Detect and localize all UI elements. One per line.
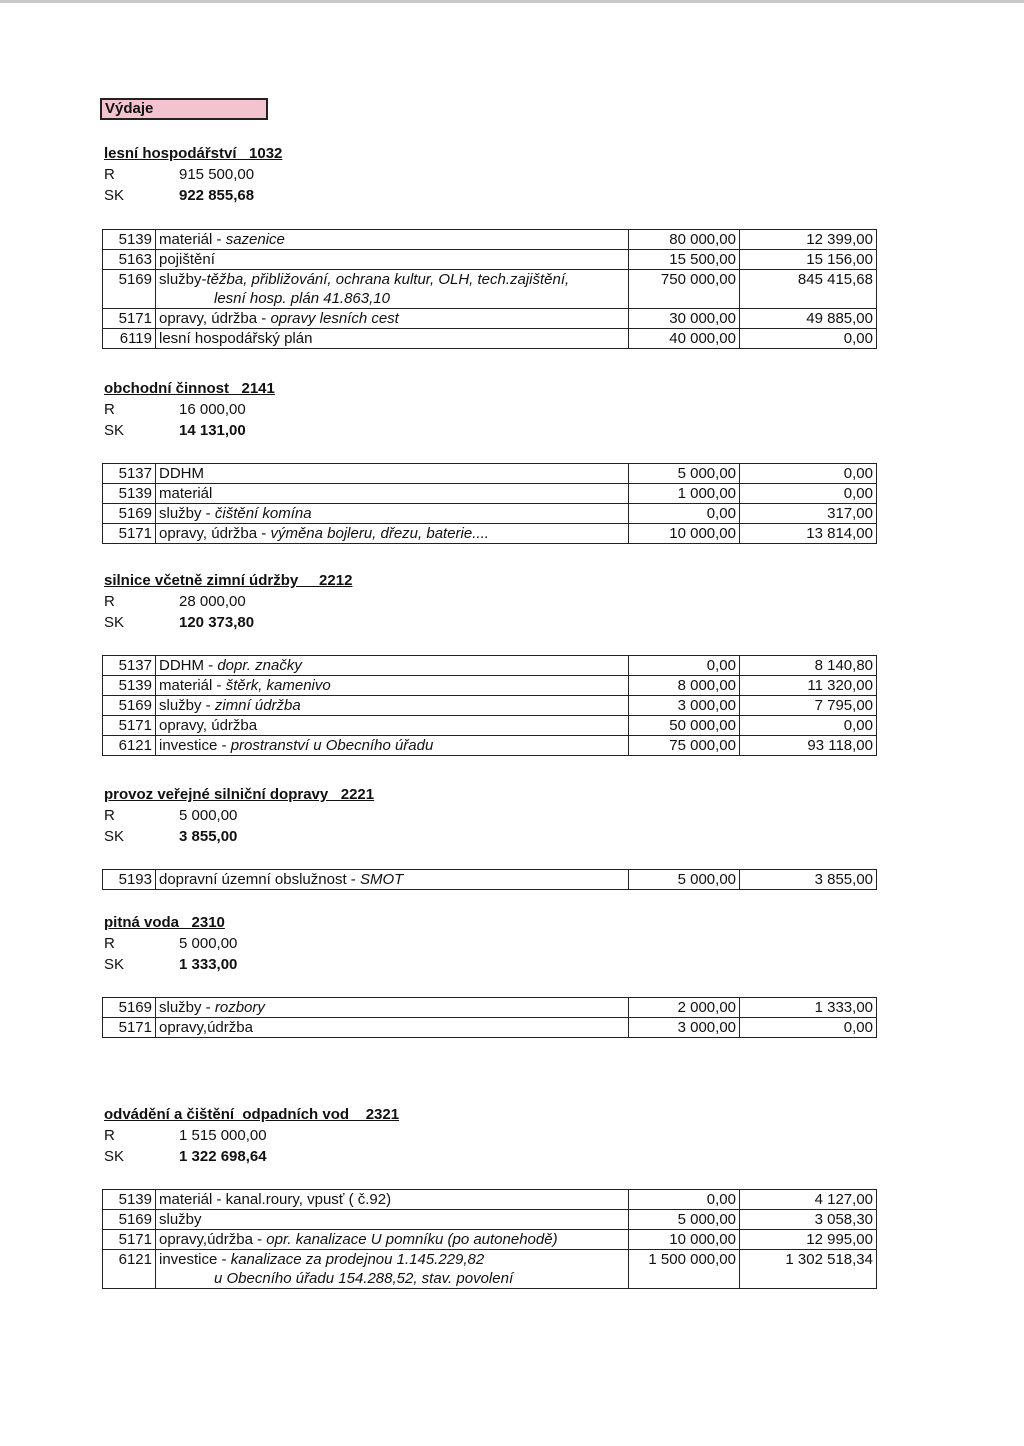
section-title: silnice včetně zimní údržby 2212 (104, 572, 353, 589)
item-description-text: opravy,údržba (159, 1019, 253, 1036)
item-description-text: pojištění (159, 251, 215, 268)
table-row (103, 1230, 877, 1250)
budget-section (104, 570, 904, 633)
item-code: 5139 (103, 1190, 156, 1210)
item-plan-amount: 8 000,00 (629, 676, 740, 696)
section-title: provoz veřejné silniční dopravy 2221 (104, 786, 375, 803)
budget-section (104, 912, 904, 975)
item-actual-amount: 93 118,00 (740, 736, 877, 756)
item-plan-amount: 750 000,00 (629, 270, 740, 309)
item-description-text: služby- (159, 271, 207, 288)
item-description (156, 716, 629, 736)
item-actual-amount: 13 814,00 (740, 524, 877, 544)
item-code: 5163 (103, 250, 156, 270)
item-description-detail: výměna bojleru, dřezu, baterie.... (270, 525, 489, 542)
plan-row (104, 933, 904, 954)
item-plan-amount: 10 000,00 (629, 524, 740, 544)
item-description-detail: sazenice (225, 231, 285, 248)
item-description (156, 1018, 629, 1038)
item-description (156, 484, 629, 504)
plan-label: R (104, 1127, 115, 1144)
plan-value: 5 000,00 (179, 935, 238, 952)
section-title: odvádění a čištění odpadních vod 2321 (104, 1106, 400, 1123)
item-actual-amount: 845 415,68 (740, 270, 877, 309)
item-plan-amount: 5 000,00 (629, 1210, 740, 1230)
item-description-text: DDHM - (159, 657, 218, 674)
actual-value: 14 131,00 (179, 422, 246, 439)
table-row (103, 484, 877, 504)
table-row (103, 270, 877, 309)
item-description-detail: prostranství u Obecního úřadu (230, 737, 434, 754)
item-plan-amount: 75 000,00 (629, 736, 740, 756)
item-actual-amount: 317,00 (740, 504, 877, 524)
table-row (103, 716, 877, 736)
item-description-text: služby (159, 1211, 202, 1228)
item-code: 5171 (103, 524, 156, 544)
items-table (102, 463, 877, 544)
item-actual-amount: 3 855,00 (740, 870, 877, 890)
item-actual-amount: 0,00 (740, 716, 877, 736)
item-description-continued: u Obecního úřadu 154.288,52, stav. povolení (214, 1270, 514, 1287)
items-table (102, 997, 877, 1038)
item-description (156, 736, 629, 756)
item-description (156, 329, 629, 349)
plan-label: R (104, 401, 115, 418)
item-plan-amount: 50 000,00 (629, 716, 740, 736)
item-description-detail: zimní údržba (214, 697, 301, 714)
item-description-text: materiál - kanal.roury, vpusť ( č.92) (159, 1191, 392, 1208)
item-description-text: materiál (159, 485, 213, 502)
scan-top-edge (0, 0, 1024, 3)
budget-section (104, 1104, 904, 1167)
table-row (103, 656, 877, 676)
actual-row (104, 826, 904, 847)
item-plan-amount: 15 500,00 (629, 250, 740, 270)
actual-label: SK (104, 828, 125, 845)
table-row (103, 870, 877, 890)
item-description (156, 504, 629, 524)
item-code: 5139 (103, 676, 156, 696)
budget-section (104, 143, 904, 206)
items-table (102, 1189, 877, 1289)
plan-label: R (104, 593, 115, 610)
item-description-text: investice - (159, 1251, 231, 1268)
item-plan-amount: 2 000,00 (629, 998, 740, 1018)
item-code: 6121 (103, 736, 156, 756)
item-description-text: materiál - (159, 231, 226, 248)
item-code: 5137 (103, 464, 156, 484)
item-actual-amount: 49 885,00 (740, 309, 877, 329)
table-row (103, 736, 877, 756)
actual-row (104, 185, 904, 206)
table-row (103, 1190, 877, 1210)
actual-label: SK (104, 187, 125, 204)
item-plan-amount: 10 000,00 (629, 1230, 740, 1250)
item-description (156, 1250, 629, 1289)
plan-label: R (104, 807, 115, 824)
budget-section (104, 784, 904, 847)
item-description-detail: SMOT (359, 871, 404, 888)
item-description-detail: těžba, přibližování, ochrana kultur, OLH, tech.zajištění, (206, 271, 570, 288)
item-plan-amount: 1 000,00 (629, 484, 740, 504)
item-actual-amount: 0,00 (740, 464, 877, 484)
item-plan-amount: 5 000,00 (629, 870, 740, 890)
item-actual-amount: 0,00 (740, 329, 877, 349)
actual-value: 922 855,68 (179, 187, 255, 204)
item-plan-amount: 1 500 000,00 (629, 1250, 740, 1289)
item-actual-amount: 1 302 518,34 (740, 1250, 877, 1289)
table-row (103, 464, 877, 484)
plan-row (104, 399, 904, 420)
item-description (156, 676, 629, 696)
item-code: 6119 (103, 329, 156, 349)
item-description-text: služby - (159, 999, 215, 1016)
item-description-text: opravy, údržba - (159, 525, 271, 542)
item-code: 5171 (103, 309, 156, 329)
items-table (102, 229, 877, 349)
actual-label: SK (104, 956, 125, 973)
item-description (156, 998, 629, 1018)
item-actual-amount: 12 399,00 (740, 230, 877, 250)
item-description-text: opravy,údržba - (159, 1231, 267, 1248)
item-description (156, 1230, 629, 1250)
item-description-text: služby - (159, 697, 215, 714)
plan-row (104, 1125, 904, 1146)
item-description (156, 524, 629, 544)
item-description (156, 870, 629, 890)
item-code: 5169 (103, 504, 156, 524)
item-description-text: opravy, údržba - (159, 310, 271, 327)
item-code: 5169 (103, 998, 156, 1018)
plan-row (104, 805, 904, 826)
plan-value: 5 000,00 (179, 807, 238, 824)
item-description-text: služby - (159, 505, 215, 522)
plan-label: R (104, 166, 115, 183)
item-description (156, 1210, 629, 1230)
items-table (102, 869, 877, 890)
plan-value: 28 000,00 (179, 593, 246, 610)
budget-section (104, 378, 904, 441)
table-row (103, 696, 877, 716)
actual-label: SK (104, 1148, 125, 1165)
actual-value: 120 373,80 (179, 614, 255, 631)
plan-value: 16 000,00 (179, 401, 246, 418)
item-code: 5171 (103, 1018, 156, 1038)
item-plan-amount: 0,00 (629, 656, 740, 676)
table-row (103, 329, 877, 349)
item-description-detail: kanalizace za prodejnou 1.145.229,82 (230, 1251, 485, 1268)
item-description-text: dopravní územní obslužnost - (159, 871, 360, 888)
item-code: 5139 (103, 484, 156, 504)
item-actual-amount: 0,00 (740, 484, 877, 504)
item-code: 5169 (103, 696, 156, 716)
item-description-detail: opr. kanalizace U pomníku (po autonehodě) (266, 1231, 558, 1248)
plan-row (104, 591, 904, 612)
item-description-text: investice - (159, 737, 231, 754)
item-code: 5193 (103, 870, 156, 890)
actual-row (104, 420, 904, 441)
item-description-detail: čištění komína (214, 505, 312, 522)
actual-label: SK (104, 614, 125, 631)
actual-label: SK (104, 422, 125, 439)
item-code: 6121 (103, 1250, 156, 1289)
actual-row (104, 954, 904, 975)
item-actual-amount: 8 140,80 (740, 656, 877, 676)
table-row (103, 1250, 877, 1289)
item-code: 5169 (103, 270, 156, 309)
item-plan-amount: 5 000,00 (629, 464, 740, 484)
item-plan-amount: 3 000,00 (629, 1018, 740, 1038)
item-description (156, 696, 629, 716)
item-plan-amount: 30 000,00 (629, 309, 740, 329)
item-description (156, 464, 629, 484)
item-code: 5169 (103, 1210, 156, 1230)
item-plan-amount: 0,00 (629, 504, 740, 524)
item-actual-amount: 4 127,00 (740, 1190, 877, 1210)
item-code: 5137 (103, 656, 156, 676)
item-description (156, 1190, 629, 1210)
item-description-detail: rozbory (214, 999, 265, 1016)
item-description-detail: štěrk, kamenivo (225, 677, 331, 694)
plan-row (104, 164, 904, 185)
item-description (156, 250, 629, 270)
item-code: 5171 (103, 1230, 156, 1250)
actual-value: 3 855,00 (179, 828, 238, 845)
items-table (102, 655, 877, 756)
item-plan-amount: 80 000,00 (629, 230, 740, 250)
item-description-text: opravy, údržba (159, 717, 258, 734)
item-description-detail: opravy lesních cest (270, 310, 399, 327)
page-heading-expenses: Výdaje (100, 98, 268, 120)
item-actual-amount: 7 795,00 (740, 696, 877, 716)
item-description (156, 656, 629, 676)
table-row (103, 504, 877, 524)
table-row (103, 1018, 877, 1038)
table-row (103, 676, 877, 696)
item-description-text: lesní hospodářský plán (159, 330, 313, 347)
item-plan-amount: 40 000,00 (629, 329, 740, 349)
section-title: lesní hospodářství 1032 (104, 145, 283, 162)
item-actual-amount: 11 320,00 (740, 676, 877, 696)
actual-value: 1 333,00 (179, 956, 238, 973)
actual-value: 1 322 698,64 (179, 1148, 267, 1165)
actual-row (104, 1146, 904, 1167)
section-title: obchodní činnost 2141 (104, 380, 275, 397)
item-description (156, 309, 629, 329)
item-description (156, 230, 629, 250)
plan-value: 1 515 000,00 (179, 1127, 267, 1144)
item-actual-amount: 3 058,30 (740, 1210, 877, 1230)
table-row (103, 1210, 877, 1230)
item-description-text: DDHM (159, 465, 204, 482)
table-row (103, 998, 877, 1018)
item-code: 5139 (103, 230, 156, 250)
plan-label: R (104, 935, 115, 952)
plan-value: 915 500,00 (179, 166, 255, 183)
item-plan-amount: 0,00 (629, 1190, 740, 1210)
section-title: pitná voda 2310 (104, 914, 225, 931)
table-row (103, 309, 877, 329)
table-row (103, 250, 877, 270)
item-description-text: materiál - (159, 677, 226, 694)
item-actual-amount: 15 156,00 (740, 250, 877, 270)
table-row (103, 524, 877, 544)
item-actual-amount: 12 995,00 (740, 1230, 877, 1250)
item-description (156, 270, 629, 309)
table-row (103, 230, 877, 250)
item-actual-amount: 0,00 (740, 1018, 877, 1038)
item-code: 5171 (103, 716, 156, 736)
item-plan-amount: 3 000,00 (629, 696, 740, 716)
item-description-detail: dopr. značky (217, 657, 302, 674)
item-actual-amount: 1 333,00 (740, 998, 877, 1018)
actual-row (104, 612, 904, 633)
item-description-continued: lesní hosp. plán 41.863,10 (214, 290, 390, 307)
